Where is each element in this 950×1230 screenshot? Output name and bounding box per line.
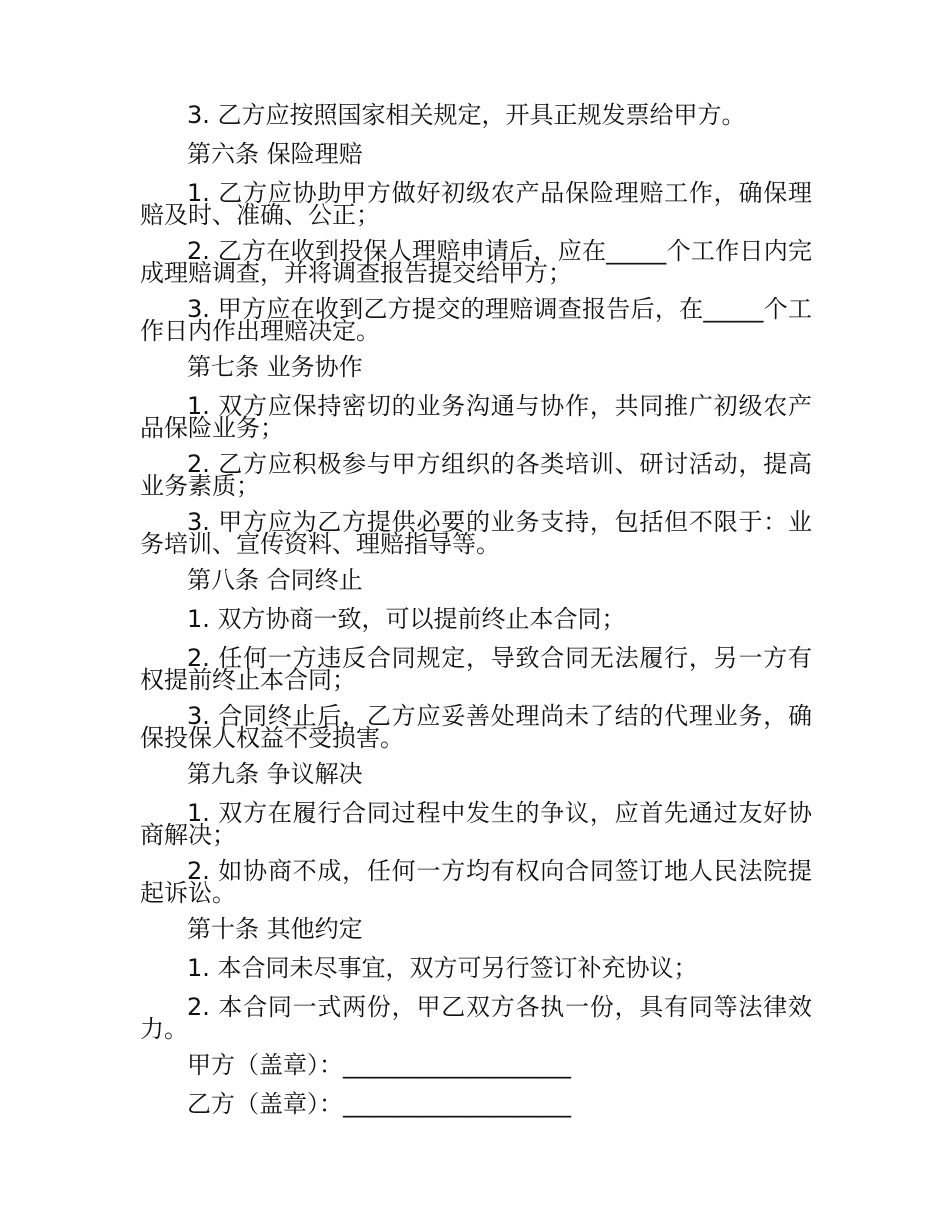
document-body	[140, 101, 812, 1118]
article-7-heading: 第七条 业务协作	[187, 353, 363, 381]
article-10-heading: 第十条 其他约定	[187, 915, 363, 943]
clause-9-item-1: 1. 双方在履行合同过程中发生的争议，应首先通过友好协商解决；	[140, 799, 812, 849]
clause-7-item-1: 1. 双方应保持密切的业务沟通与协作，共同推广初级农产品保险业务；	[140, 392, 812, 442]
party-a-seal-line: 甲方（盖章）：___________________	[187, 1051, 571, 1079]
clause-9-item-2: 2. 如协商不成，任何一方均有权向合同签订地人民法院提起诉讼。	[140, 857, 812, 907]
party-b-seal-line: 乙方（盖章）：___________________	[187, 1090, 571, 1118]
clause-5-item-3: 3. 乙方应按照国家相关规定，开具正规发票给甲方。	[187, 101, 746, 129]
clause-8-item-2: 2. 任何一方违反合同规定，导致合同无法履行，另一方有权提前终止本合同；	[140, 644, 812, 694]
clause-10-item-2: 2. 本合同一式两份，甲乙双方各执一份，具有同等法律效力。	[140, 993, 812, 1043]
clause-7-item-3: 3. 甲方应为乙方提供必要的业务支持，包括但不限于：业务培训、宣传资料、理赔指导等。	[140, 508, 812, 558]
clause-8-item-3: 3. 合同终止后，乙方应妥善处理尚未了结的代理业务，确保投保人权益不受损害。	[140, 702, 812, 752]
article-8-heading: 第八条 合同终止	[187, 566, 363, 594]
clause-6-item-2: 2. 乙方在收到投保人理赔申请后，应在_____个工作日内完成理赔调查，并将调查报告提交给甲方；	[140, 237, 812, 287]
clause-7-item-2: 2. 乙方应积极参与甲方组织的各类培训、研讨活动，提高业务素质；	[140, 450, 812, 500]
clause-10-item-1: 1. 本合同未尽事宜，双方可另行签订补充协议；	[187, 954, 698, 982]
clause-6-item-1: 1. 乙方应协助甲方做好初级农产品保险理赔工作，确保理赔及时、准确、公正；	[140, 179, 812, 229]
clause-8-item-1: 1. 双方协商一致，可以提前终止本合同；	[187, 605, 626, 633]
clause-6-item-3: 3. 甲方应在收到乙方提交的理赔调查报告后，在_____个工作日内作出理赔决定。	[140, 295, 812, 345]
article-6-heading: 第六条 保险理赔	[187, 140, 363, 168]
article-9-heading: 第九条 争议解决	[187, 760, 363, 788]
